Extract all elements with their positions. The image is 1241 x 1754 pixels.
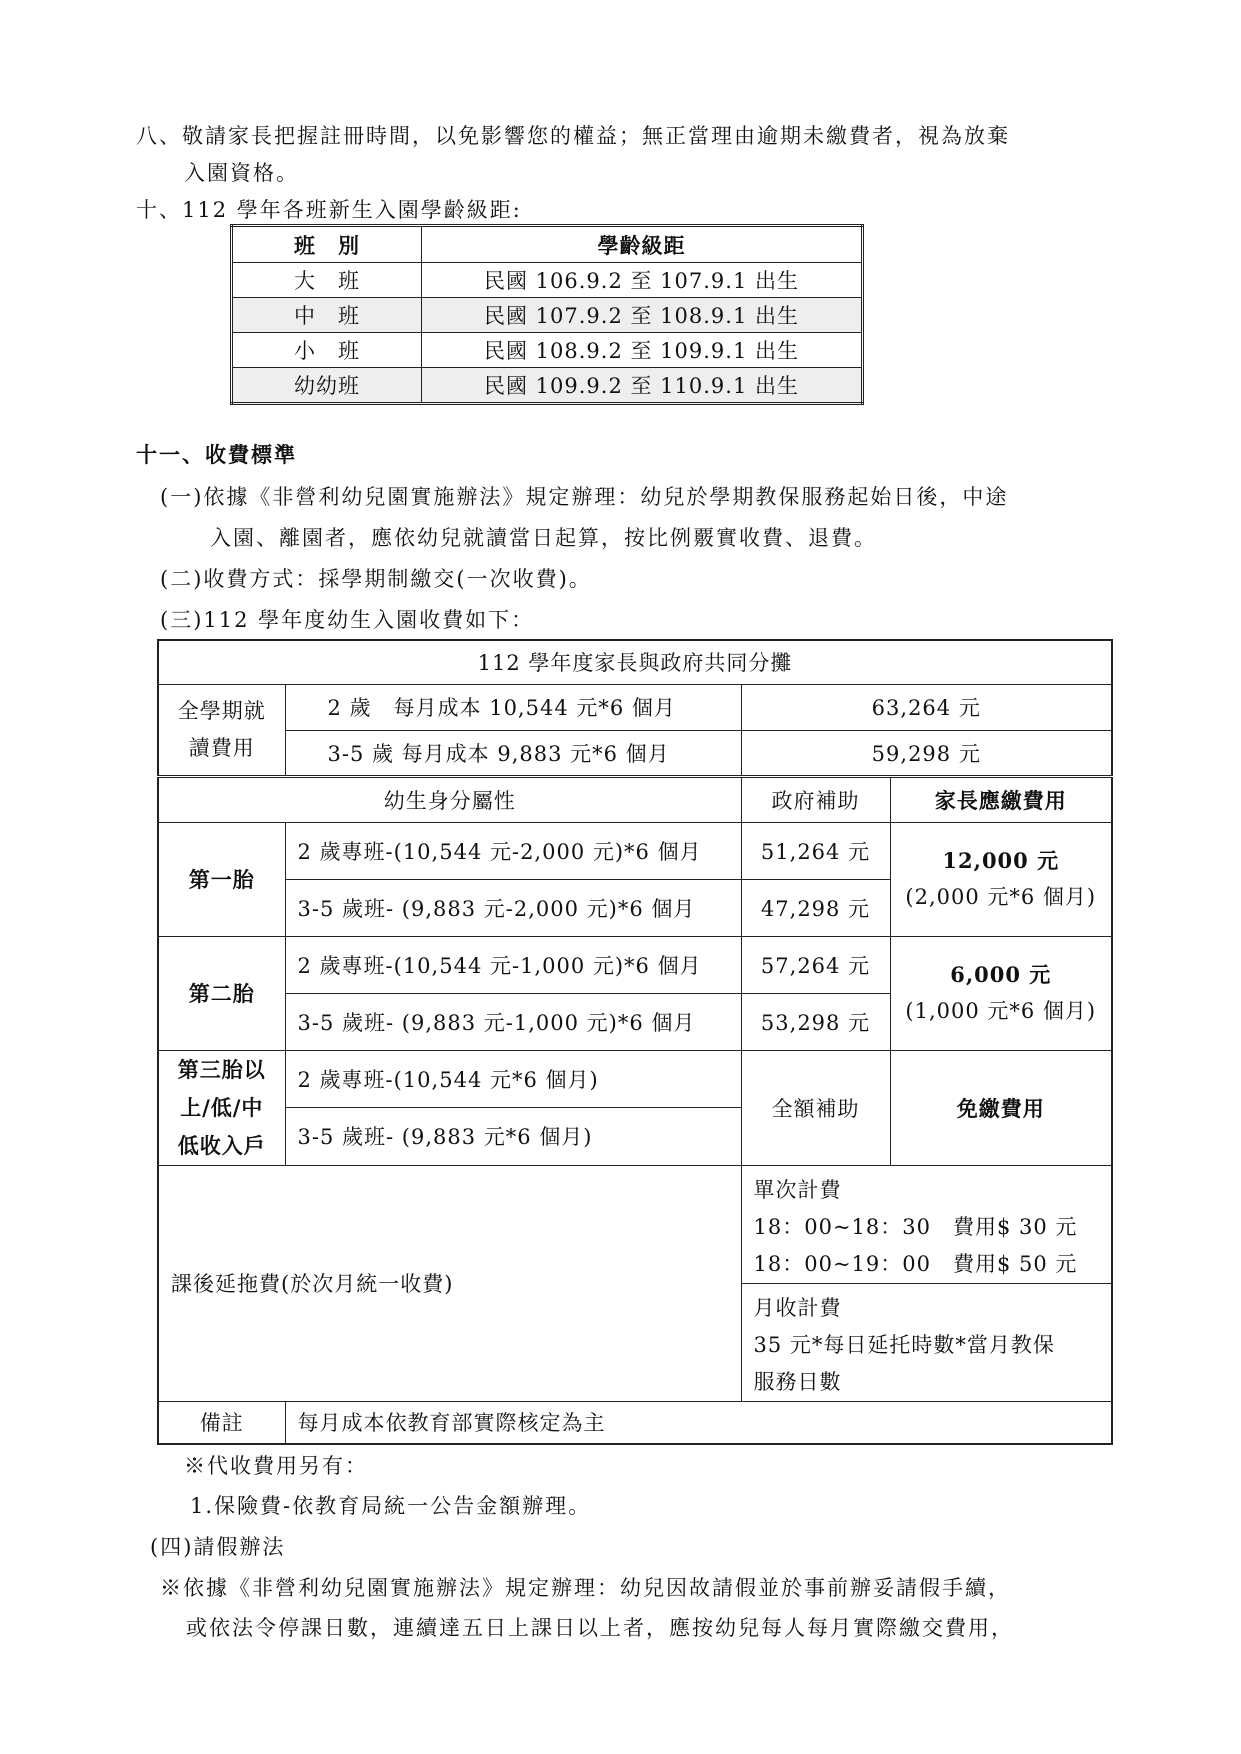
item11-p3: (三)112 學年度幼生入園收費如下： xyxy=(160,608,535,632)
table-row xyxy=(158,822,1112,879)
table-row xyxy=(158,936,1112,993)
item4-line2: 或依法令停課日數，連續達五日上課日以上者，應按幼兒每人每月實際繳交費用， xyxy=(186,1616,1014,1640)
item4-line1: ※依據《非營利幼兒園實施辦法》規定辦理：幼兒因故請假並於事前辦妥請假手續， xyxy=(160,1576,1011,1600)
column-header-row xyxy=(158,776,1112,822)
fee-table-title: 112 學年度家長與政府共同分攤 xyxy=(158,640,1112,684)
parent-free: 免繳費用 xyxy=(890,1050,1112,1165)
col-header-gov: 政府補助 xyxy=(741,776,890,822)
table-row xyxy=(158,1050,1112,1108)
item11-p1-line2: 入園、離園者，應依幼兒就讀當日起算，按比例覈實收費、退費。 xyxy=(210,526,877,550)
item8-line2: 入園資格。 xyxy=(184,161,299,185)
third-child-label-line1: 第三胎以 xyxy=(177,1056,266,1082)
afterschool-label: 課後延拖費(於次月統一收費) xyxy=(158,1165,741,1401)
subsidy-desc: 3-5 歲班- (9,883 元-1,000 元)*6 個月 xyxy=(285,993,741,1050)
subsidy-desc: 2 歲專班-(10,544 元-2,000 元)*6 個月 xyxy=(285,822,741,879)
second-child-parent-fee xyxy=(890,936,1112,1050)
subsidy-desc: 2 歲專班-(10,544 元-1,000 元)*6 個月 xyxy=(285,936,741,993)
age-range: 民國 106.9.2 至 107.9.1 出生 xyxy=(422,263,863,298)
single-line2: 18：00~19：00 費用$ 50 元 xyxy=(753,1251,1078,1276)
class-name: 中 班 xyxy=(232,298,422,333)
first-child-label: 第一胎 xyxy=(158,822,285,936)
tuition-label xyxy=(158,684,285,776)
tuition-label-line2: 讀費用 xyxy=(188,735,255,760)
col-header-parent: 家長應繳費用 xyxy=(890,776,1112,822)
tuition-desc: 2 歲 每月成本 10,544 元*6 個月 xyxy=(285,684,741,730)
second-child-label: 第二胎 xyxy=(158,936,285,1050)
item11-p2: (二)收費方式：採學期制繳交(一次收費)。 xyxy=(160,567,592,591)
gov-amount: 53,298 元 xyxy=(741,993,890,1050)
table-row xyxy=(232,368,863,404)
afterschool-single xyxy=(741,1165,1112,1283)
single-title: 單次計費 xyxy=(753,1177,842,1202)
table-row xyxy=(158,1165,1112,1283)
col-header-identity: 幼生身分屬性 xyxy=(158,776,741,822)
parent-detail: (1,000 元*6 個月) xyxy=(905,999,1097,1023)
age-range: 民國 109.9.2 至 110.9.1 出生 xyxy=(422,368,863,404)
table-header-row xyxy=(232,226,863,263)
class-name: 小 班 xyxy=(232,333,422,368)
age-range: 民國 108.9.2 至 109.9.1 出生 xyxy=(422,333,863,368)
item10-heading: 十、112 學年各班新生入園學齡級距: xyxy=(136,198,522,222)
extra-title: ※代收費用另有： xyxy=(184,1454,368,1478)
note-text: 每月成本依教育部實際核定為主 xyxy=(285,1401,1112,1444)
monthly-line1: 35 元*每日延托時數*當月教保 xyxy=(753,1332,1055,1357)
tuition-total: 59,298 元 xyxy=(741,730,1112,776)
table-row xyxy=(232,333,863,368)
tuition-desc: 3-5 歲 每月成本 9,883 元*6 個月 xyxy=(285,730,741,776)
third-child-label xyxy=(158,1050,285,1165)
subsidy-desc: 3-5 歲班- (9,883 元*6 個月) xyxy=(285,1108,741,1166)
parent-amount: 6,000 元 xyxy=(950,962,1052,987)
third-child-label-line2: 上/低/中 xyxy=(180,1094,264,1120)
third-child-label-line3: 低收入戶 xyxy=(177,1132,266,1158)
item8-line1: 八、敬請家長把握註冊時間，以免影響您的權益；無正當理由逾期未繳費者，視為放棄 xyxy=(136,124,1010,148)
subsidy-desc: 2 歲專班-(10,544 元*6 個月) xyxy=(285,1050,741,1108)
item4-heading: (四)請假辦法 xyxy=(150,1535,286,1559)
gov-full-subsidy: 全額補助 xyxy=(741,1050,890,1165)
tuition-label-line1: 全學期就 xyxy=(177,698,266,723)
extra-item1: 1.保險費-依教育局統一公告金額辦理。 xyxy=(190,1494,592,1518)
subsidy-desc: 3-5 歲班- (9,883 元-2,000 元)*6 個月 xyxy=(285,879,741,936)
table-row xyxy=(232,263,863,298)
gov-amount: 47,298 元 xyxy=(741,879,890,936)
monthly-line2: 服務日數 xyxy=(753,1369,842,1394)
col-header-class: 班 別 xyxy=(232,226,422,263)
class-name: 幼幼班 xyxy=(232,368,422,404)
gov-amount: 57,264 元 xyxy=(741,936,890,993)
parent-amount: 12,000 元 xyxy=(942,848,1060,873)
first-child-parent-fee xyxy=(890,822,1112,936)
item11-heading: 十一、收費標準 xyxy=(136,442,297,467)
afterschool-monthly xyxy=(741,1283,1112,1401)
class-name: 大 班 xyxy=(232,263,422,298)
table-row xyxy=(158,684,1112,730)
table-row xyxy=(232,298,863,333)
fee-title-row xyxy=(158,640,1112,684)
tuition-total: 63,264 元 xyxy=(741,684,1112,730)
col-header-age-range: 學齡級距 xyxy=(422,226,863,263)
gov-amount: 51,264 元 xyxy=(741,822,890,879)
parent-detail: (2,000 元*6 個月) xyxy=(905,885,1097,909)
age-range: 民國 107.9.2 至 108.9.1 出生 xyxy=(422,298,863,333)
single-line1: 18：00~18：30 費用$ 30 元 xyxy=(753,1214,1078,1239)
monthly-title: 月收計費 xyxy=(753,1295,842,1320)
age-range-table xyxy=(230,224,864,405)
item11-p1-line1: (一)依據《非營利幼兒園實施辦法》規定辦理：幼兒於學期教保服務起始日後，中途 xyxy=(160,485,1009,509)
table-row xyxy=(158,1401,1112,1444)
fee-table xyxy=(157,639,1113,1445)
note-label: 備註 xyxy=(158,1401,285,1444)
table-row xyxy=(158,730,1112,776)
